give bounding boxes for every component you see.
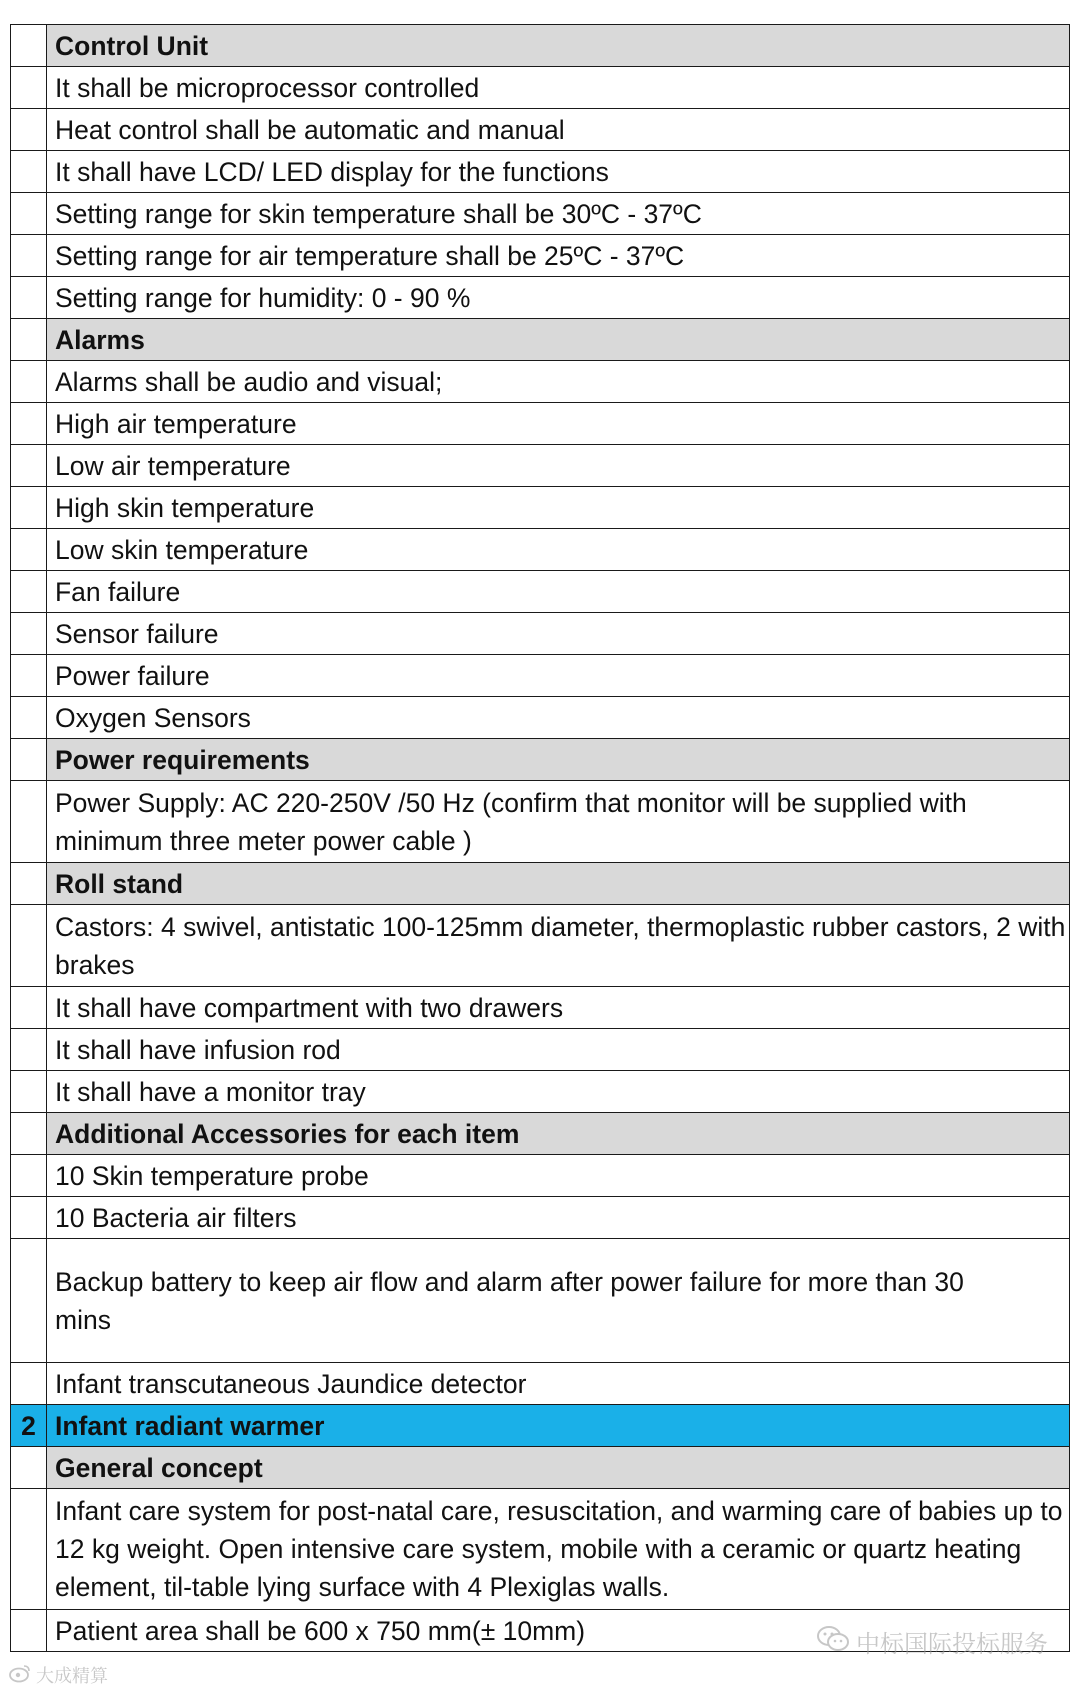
row-text: Infant care system for post-natal care, resuscitation, and warming care of babies up to 12 kg weight. Open intensive care system, mobile with a ceramic or quartz heating element, til-table lying surface with 4 Plexiglas walls. [47, 1489, 1070, 1610]
row-text: Setting range for humidity: 0 - 90 % [47, 277, 1070, 319]
row-number [11, 613, 47, 655]
row-text: Low air temperature [47, 445, 1070, 487]
row-text: Heat control shall be automatic and manual [47, 109, 1070, 151]
section-title: Power requirements [47, 739, 1070, 781]
watermark-left [8, 1662, 108, 1688]
row-number [11, 403, 47, 445]
row-text: Alarms shall be audio and visual; [47, 361, 1070, 403]
row-text: High air temperature [47, 403, 1070, 445]
watermark-right-text: 中标国际投标服务 [856, 1630, 1048, 1658]
row-text: Setting range for air temperature shall be 25ºC - 37ºC [47, 235, 1070, 277]
row-text: Sensor failure [47, 613, 1070, 655]
table-row [11, 403, 1070, 445]
row-text: Oxygen Sensors [47, 697, 1070, 739]
weibo-icon [8, 1663, 32, 1688]
table-row [11, 987, 1070, 1029]
row-number [11, 529, 47, 571]
table-row [11, 277, 1070, 319]
row-number [11, 781, 47, 863]
table-row [11, 1489, 1070, 1610]
row-number [11, 1447, 47, 1489]
item-title: Infant radiant warmer [47, 1405, 1070, 1447]
row-text: It shall have infusion rod [47, 1029, 1070, 1071]
row-number [11, 109, 47, 151]
watermark-right [816, 1624, 1048, 1659]
row-number [11, 319, 47, 361]
table-row [11, 361, 1070, 403]
table-row [11, 1071, 1070, 1113]
table-row [11, 1155, 1070, 1197]
section-title: Alarms [47, 319, 1070, 361]
row-text: High skin temperature [47, 487, 1070, 529]
row-text: Power Supply: AC 220-250V /50 Hz (confirm that monitor will be supplied with minimum three meter power cable ) [47, 781, 1070, 863]
row-number [11, 987, 47, 1029]
row-number [11, 655, 47, 697]
row-text: Castors: 4 swivel, antistatic 100-125mm diameter, thermoplastic rubber castors, 2 with brakes [47, 905, 1070, 987]
row-text: It shall have compartment with two drawers [47, 987, 1070, 1029]
row-number [11, 193, 47, 235]
row-number [11, 25, 47, 67]
row-number [11, 1239, 47, 1363]
section-title: Roll stand [47, 863, 1070, 905]
item-number: 2 [11, 1405, 47, 1447]
row-text: 10 Bacteria air filters [47, 1197, 1070, 1239]
table-row [11, 655, 1070, 697]
section-header-row [11, 1447, 1070, 1489]
table-row [11, 1239, 1070, 1363]
section-title: Control Unit [47, 25, 1070, 67]
section-title: Additional Accessories for each item [47, 1113, 1070, 1155]
row-text: Fan failure [47, 571, 1070, 613]
table-row [11, 235, 1070, 277]
table-row [11, 571, 1070, 613]
table-row [11, 697, 1070, 739]
section-header-row [11, 25, 1070, 67]
row-number [11, 697, 47, 739]
table-row [11, 781, 1070, 863]
row-text: It shall have a monitor tray [47, 1071, 1070, 1113]
table-row [11, 151, 1070, 193]
table-row [11, 529, 1070, 571]
row-number [11, 905, 47, 987]
row-number [11, 361, 47, 403]
table-row [11, 613, 1070, 655]
row-number [11, 235, 47, 277]
section-title: General concept [47, 1447, 1070, 1489]
row-number [11, 1363, 47, 1405]
row-number [11, 1489, 47, 1610]
row-text: Setting range for skin temperature shall be 30ºC - 37ºC [47, 193, 1070, 235]
table-row [11, 487, 1070, 529]
row-number [11, 487, 47, 529]
table-row [11, 1029, 1070, 1071]
watermark-left-text: 大成精算 [36, 1666, 108, 1687]
row-number [11, 277, 47, 319]
row-number [11, 1197, 47, 1239]
row-text: Power failure [47, 655, 1070, 697]
table-row [11, 67, 1070, 109]
row-number [11, 571, 47, 613]
row-number [11, 1610, 47, 1652]
table-row [11, 905, 1070, 987]
section-header-row [11, 739, 1070, 781]
row-text: It shall be microprocessor controlled [47, 67, 1070, 109]
item-title-row [11, 1405, 1070, 1447]
section-header-row [11, 1113, 1070, 1155]
table-row [11, 193, 1070, 235]
row-text: Infant transcutaneous Jaundice detector [47, 1363, 1070, 1405]
row-number [11, 739, 47, 781]
row-number [11, 1071, 47, 1113]
section-header-row [11, 863, 1070, 905]
row-text: Backup battery to keep air flow and alarm after power failure for more than 30 mins [47, 1239, 1070, 1363]
specification-table [10, 24, 1070, 1652]
row-number [11, 67, 47, 109]
row-text: Patient area shall be 600 x 750 mm(± 10mm) [47, 1610, 1070, 1652]
table-row [11, 445, 1070, 487]
row-number [11, 1155, 47, 1197]
table-row [11, 1363, 1070, 1405]
row-number [11, 863, 47, 905]
table-row [11, 1197, 1070, 1239]
row-text: Low skin temperature [47, 529, 1070, 571]
row-number [11, 1029, 47, 1071]
wechat-icon [816, 1625, 850, 1659]
row-number [11, 151, 47, 193]
section-header-row [11, 319, 1070, 361]
row-number [11, 1113, 47, 1155]
row-number [11, 445, 47, 487]
row-text: 10 Skin temperature probe [47, 1155, 1070, 1197]
table-row [11, 109, 1070, 151]
row-text: It shall have LCD/ LED display for the functions [47, 151, 1070, 193]
